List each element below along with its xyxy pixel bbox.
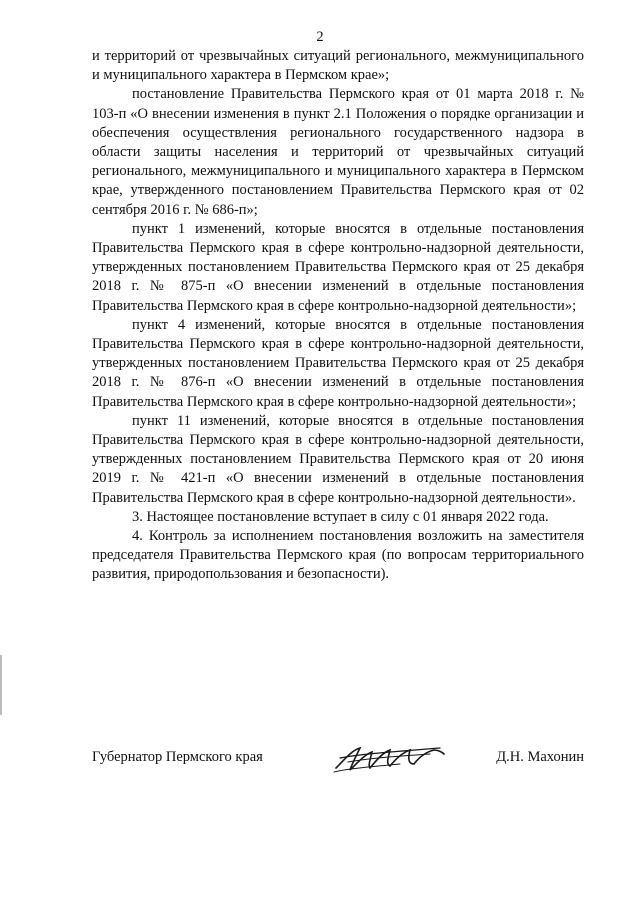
scan-edge-mark [0,655,2,715]
document-body [92,47,584,585]
paragraph-continuation: и территорий от чрезвычайных ситуаций регионального, межмуниципального и муниципального характера в Пермском крае»; [92,48,584,84]
handwritten-signature [330,738,450,778]
paragraph-resolution-103p: постановление Правительства Пермского края от 01 марта 2018 г. № 103-п «О внесении изменения в пункт 2.1 Положения о порядке организации и обеспечения осуществления регионального государственного надзора в области защиты населения и территорий от чрезвычайных ситуаций регионального, межмуниципального и муниципального характера в Пермском крае, утвержденного постановлением Правительства Пермского края от 02 сентября 2016 г. № 686-п»; [92,86,584,218]
paragraph-item-1-875p: пункт 1 изменений, которые вносятся в отдельные постановления Правительства Пермского края в сфере контрольно-надзорной деятельности, утвержденных постановлением Правительства Пермского края от 25 декабря 2018 г. № 875-п «О внесении изменений в отдельные постановления Правительства Пермского края в сфере контрольно-надзорной деятельности»; [92,220,584,314]
paragraph-item-11-421p: пункт 11 изменений, которые вносятся в отдельные постановления Правительства Пермского края в сфере контрольно-надзорной деятельности, утвержденных постановлением Правительства Пермского края от 20 июня 2019 г. № 421-п «О внесении изменений в отдельные постановления Правительства Пермского края в сфере контрольно-надзорной деятельности». [92,412,584,506]
signer-name: Д.Н. Махонин [496,749,584,765]
signature-block [92,738,584,778]
paragraph-clause-4: 4. Контроль за исполнением постановления возложить на заместителя председателя Правительства Пермского края (по вопросам территориального развития, природопользования и безопасности). [92,528,584,583]
paragraph-item-4-876p: пункт 4 изменений, которые вносятся в отдельные постановления Правительства Пермского края в сфере контрольно-надзорной деятельности, утвержденных постановлением Правительства Пермского края от 25 декабря 2018 г. № 876-п «О внесении изменений в отдельные постановления Правительства Пермского края в сфере контрольно-надзорной деятельности»; [92,316,584,410]
page-number: 2 [316,29,324,45]
signer-title: Губернатор Пермского края [92,749,263,765]
paragraph-clause-3: 3. Настоящее постановление вступает в силу с 01 января 2022 года. [132,508,549,525]
